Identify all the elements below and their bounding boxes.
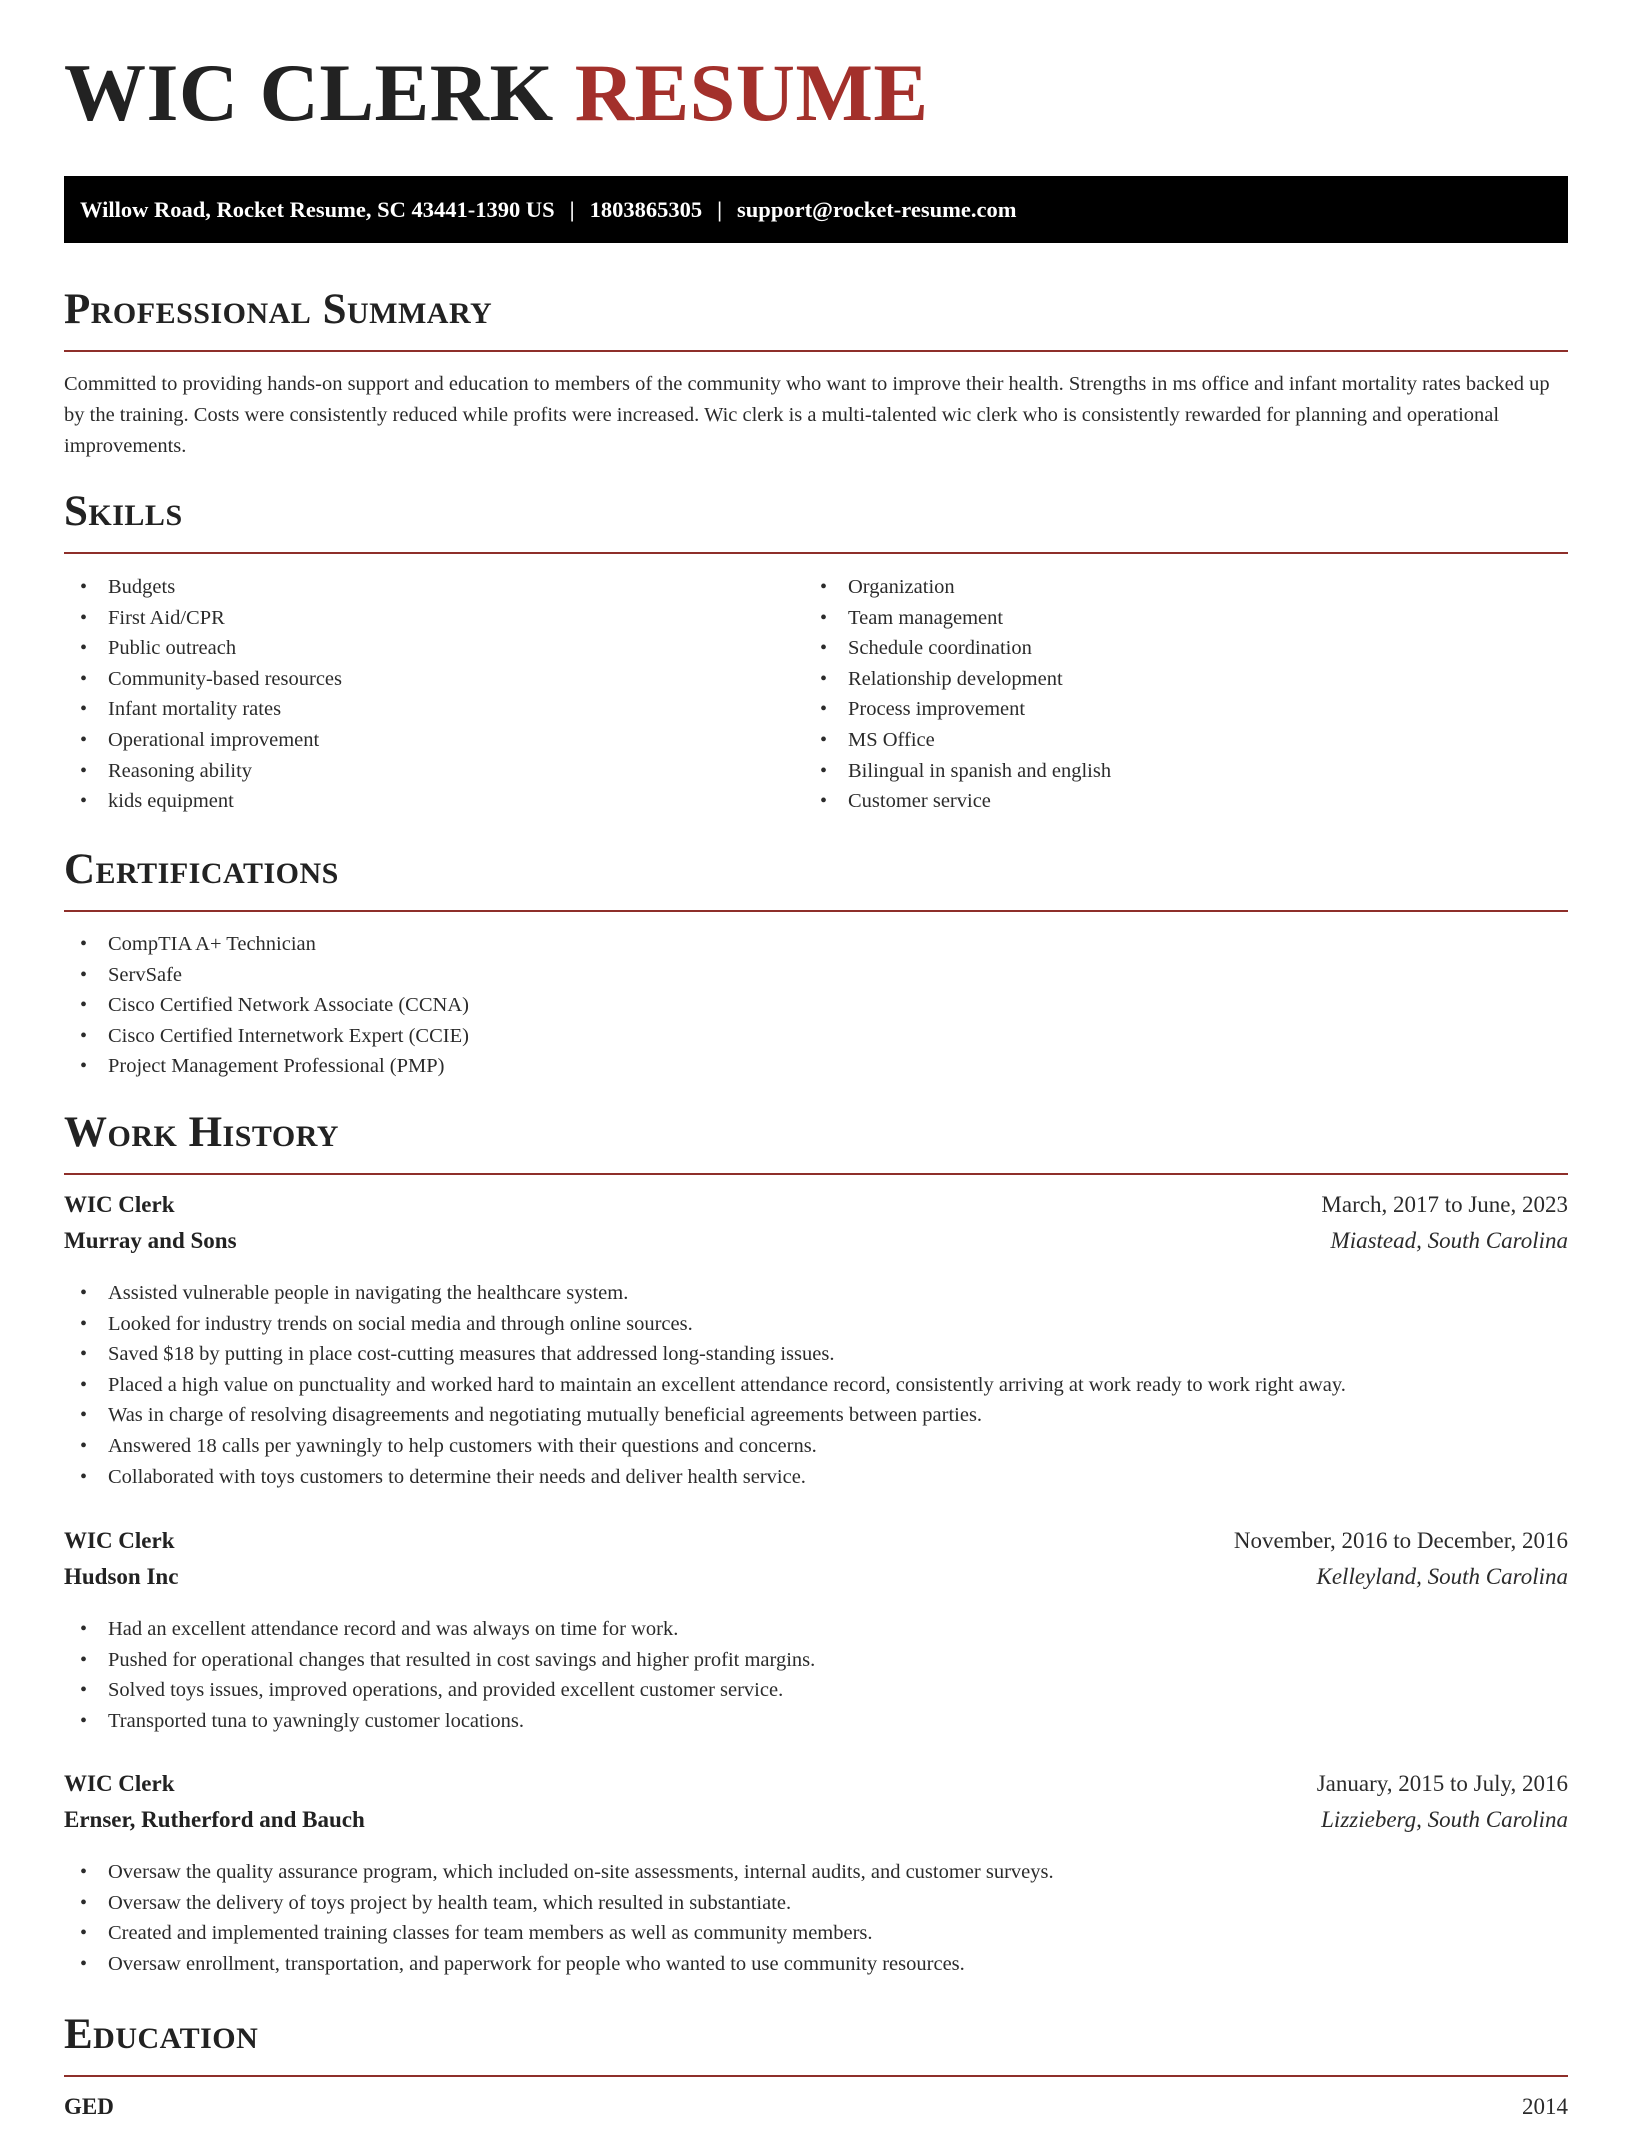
skill-item: • kids equipment: [64, 786, 342, 817]
job-duty-item: • Assisted vulnerable people in navigating the healthcare system.: [64, 1278, 1568, 1309]
job-title: WIC Clerk: [64, 1771, 175, 1796]
job-duty-item: • Answered 18 calls per yawningly to help customers with their questions and concerns.: [64, 1431, 1568, 1462]
job-location: Miastead, South Carolina: [1330, 1228, 1568, 1253]
certification-item: • Cisco Certified Internetwork Expert (CCIE): [64, 1021, 1568, 1052]
job-duties-list: [64, 1857, 1568, 1979]
summary-section: [64, 288, 1568, 331]
certification-item: • CompTIA A+ Technician: [64, 929, 1568, 960]
skill-item: • Schedule coordination: [804, 633, 1111, 664]
job-entry: [64, 1192, 1568, 1492]
section-heading-skills: Skills: [64, 488, 183, 535]
job-duty-item: • Solved toys issues, improved operations, and provided excellent customer service.: [64, 1675, 1568, 1706]
contact-bar: [64, 176, 1568, 243]
skill-item: • Bilingual in spanish and english: [804, 756, 1111, 787]
job-duty-item: • Was in charge of resolving disagreements and negotiating mutually beneficial agreements between parties.: [64, 1400, 1568, 1431]
job-entry: [64, 1528, 1568, 1736]
skill-item: • Organization: [804, 572, 1111, 603]
certification-item: • Project Management Professional (PMP): [64, 1051, 1568, 1082]
job-duty-item: • Transported tuna to yawningly customer locations.: [64, 1706, 1568, 1737]
job-duty-item: • Saved $18 by putting in place cost-cutting measures that addressed long-standing issues.: [64, 1339, 1568, 1370]
section-heading-education: Education: [64, 2011, 259, 2058]
certification-item: • ServSafe: [64, 960, 1568, 991]
section-heading-summary: Professional Summary: [64, 286, 493, 333]
section-divider: [64, 350, 1568, 352]
education-section: [64, 2013, 1568, 2056]
job-company: Ernser, Rutherford and Bauch: [64, 1807, 365, 1832]
skills-section: [64, 490, 1568, 533]
job-duty-item: • Pushed for operational changes that resulted in cost savings and higher profit margins.: [64, 1645, 1568, 1676]
job-duty-item: • Placed a high value on punctuality and worked hard to maintain an excellent attendance record, consistently arriving at work ready to work right away.: [64, 1370, 1568, 1401]
job-location: Lizzieberg, South Carolina: [1321, 1807, 1568, 1832]
education-degree: GED: [64, 2094, 114, 2119]
section-heading-work-history: Work History: [64, 1109, 339, 1156]
contact-phone: 1803865305: [589, 196, 703, 222]
job-title: WIC Clerk: [64, 1528, 175, 1553]
skills-left-column: [64, 572, 342, 817]
skill-item: • Process improvement: [804, 694, 1111, 725]
job-dates: November, 2016 to December, 2016: [1233, 1528, 1568, 1553]
job-entry: [64, 1771, 1568, 1979]
job-duty-item: • Looked for industry trends on social media and through online sources.: [64, 1309, 1568, 1340]
skill-item: • Relationship development: [804, 664, 1111, 695]
section-divider: [64, 552, 1568, 554]
job-company: Murray and Sons: [64, 1228, 237, 1253]
job-company: Hudson Inc: [64, 1564, 179, 1589]
job-title: WIC Clerk: [64, 1192, 175, 1217]
job-duties-list: [64, 1614, 1568, 1736]
job-duty-item: • Created and implemented training classes for team members as well as community members.: [64, 1918, 1568, 1949]
job-dates: March, 2017 to June, 2023: [1321, 1192, 1568, 1217]
title-main: WIC CLERK: [64, 47, 554, 138]
skill-item: • Team management: [804, 603, 1111, 634]
job-location: Kelleyland, South Carolina: [1316, 1564, 1568, 1589]
skill-item: • Public outreach: [64, 633, 342, 664]
section-divider: [64, 1173, 1568, 1175]
skill-item: • Operational improvement: [64, 725, 342, 756]
section-divider: [64, 2075, 1568, 2077]
skill-item: • Community-based resources: [64, 664, 342, 695]
job-duty-item: • Had an excellent attendance record and was always on time for work.: [64, 1614, 1568, 1645]
job-duties-list: [64, 1278, 1568, 1492]
skill-item: • MS Office: [804, 725, 1111, 756]
resume-title: [64, 0, 1568, 176]
skill-item: • First Aid/CPR: [64, 603, 342, 634]
skills-right-column: [804, 572, 1111, 817]
education-year: 2014: [1522, 2094, 1568, 2119]
section-divider: [64, 910, 1568, 912]
contact-separator: |: [717, 196, 723, 222]
job-duty-item: • Collaborated with toys customers to determine their needs and deliver health service.: [64, 1462, 1568, 1493]
skill-item: • Reasoning ability: [64, 756, 342, 787]
certifications-list: [64, 929, 1568, 1082]
section-heading-certifications: Certifications: [64, 846, 339, 893]
contact-separator: |: [569, 196, 575, 222]
job-duty-item: • Oversaw the delivery of toys project by health team, which resulted in substantiate.: [64, 1888, 1568, 1919]
skill-item: • Budgets: [64, 572, 342, 603]
contact-email: support@rocket-resume.com: [737, 196, 1017, 222]
skill-item: • Infant mortality rates: [64, 694, 342, 725]
skill-item: • Customer service: [804, 786, 1111, 817]
work-history-section: [64, 1111, 1568, 1154]
resume-page: [64, 0, 1568, 2119]
job-duty-item: • Oversaw enrollment, transportation, and paperwork for people who wanted to use community resources.: [64, 1949, 1568, 1980]
skills-list: [64, 572, 1568, 822]
summary-text: Committed to providing hands-on support and education to members of the community who want to improve their health. Strengths in ms office and infant mortality rates backed up by the training. Costs were consistently reduced while profits were increased. Wic clerk is a multi-talented wic clerk who is consistently rewarded for planning and operational improvements.: [64, 373, 1550, 457]
job-dates: January, 2015 to July, 2016: [1316, 1771, 1568, 1796]
certification-item: • Cisco Certified Network Associate (CCNA): [64, 990, 1568, 1021]
job-duty-item: • Oversaw the quality assurance program, which included on-site assessments, internal audits, and customer surveys.: [64, 1857, 1568, 1888]
certifications-section: [64, 848, 1568, 891]
contact-address: Willow Road, Rocket Resume, SC 43441-1390 US: [80, 196, 555, 222]
education-entry: [64, 2094, 1568, 2130]
title-accent: RESUME: [574, 47, 929, 138]
